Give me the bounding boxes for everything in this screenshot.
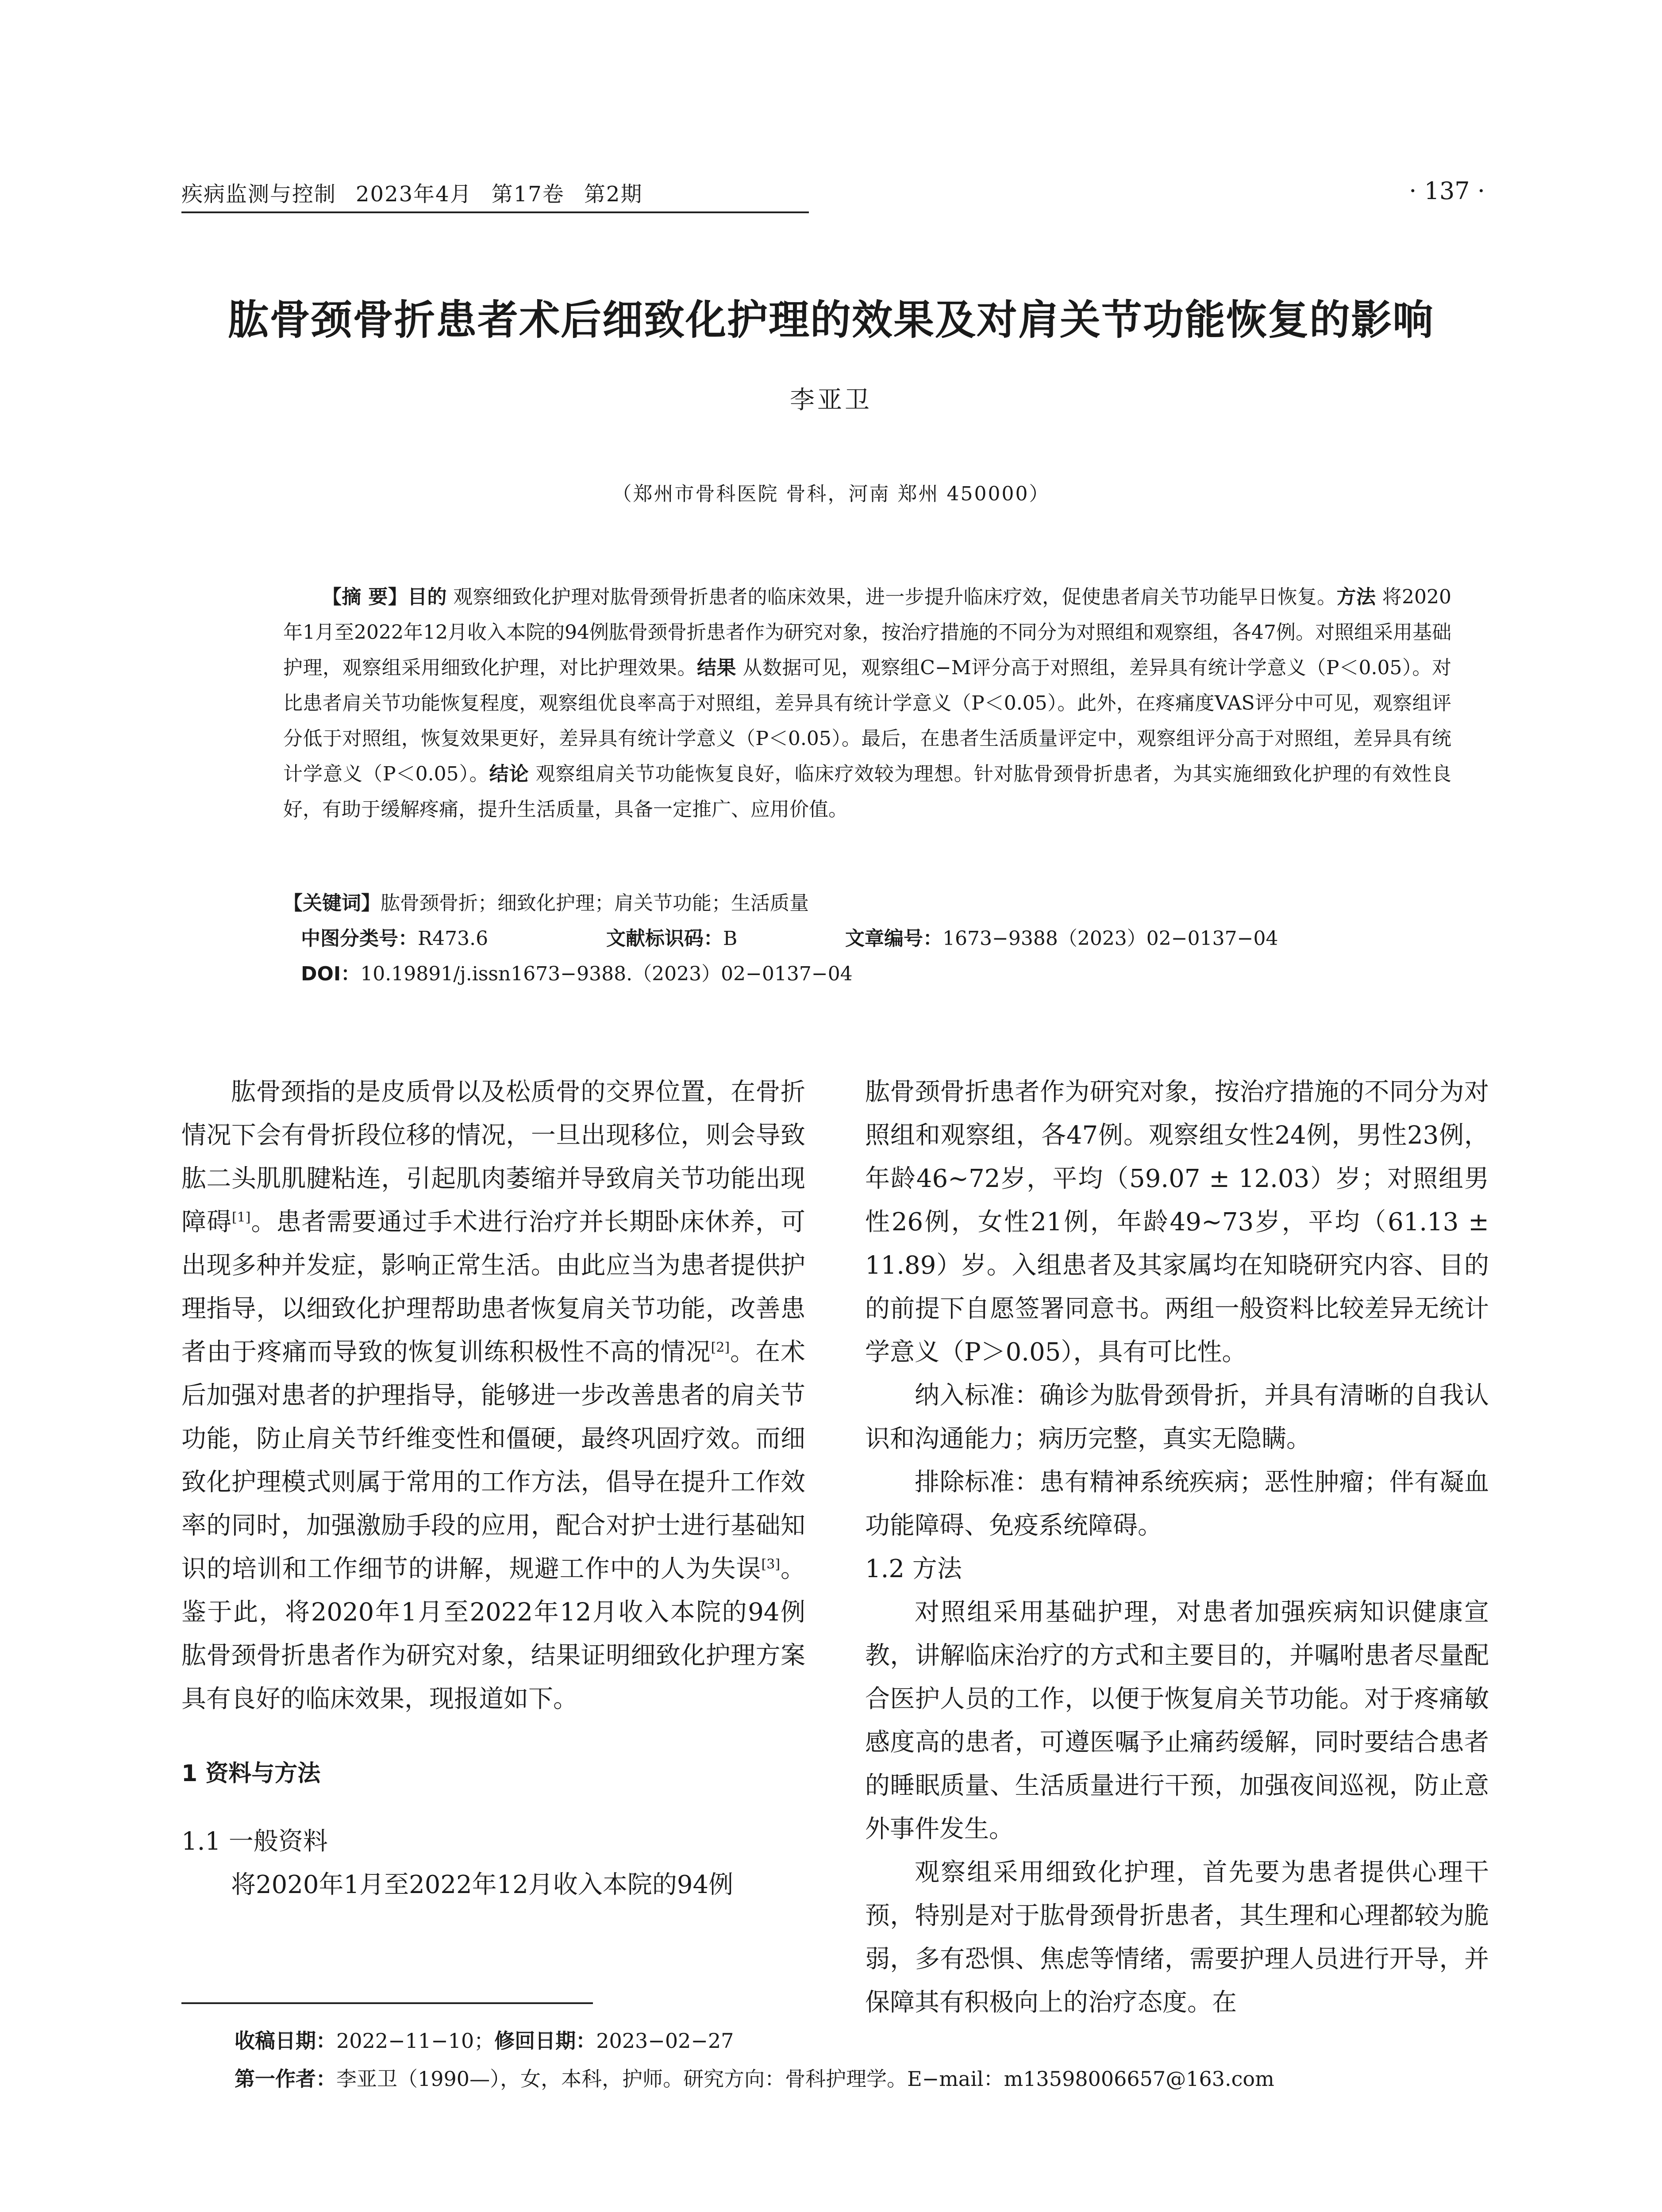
article-author: 李亚卫 <box>790 386 872 415</box>
results-text: 从数据可见，观察组C−M评分高于对照组，差异具有统计学意义（P＜0.05）。对比患者肩关节功能恢复程度，观察组优良率高于对照组，差异具有统计学意义（P＜0.05）。此外，在疼痛度VAS评分中可见，观察组评分低于对照组，恢复效果更好，差异具有统计学意义（P＜0.05）。最后，在患者生活质量评定中，观察组评分高于对照组，差异具有统计学意义（P＜0.05）。 <box>283 657 1452 785</box>
body-paragraph: 观察组采用细致化护理，首先要为患者提供心理干预，特别是对于肱骨颈骨折患者，其生理和心理都较为脆弱，多有恐惧、焦虑等情绪，需要护理人员进行开导，并保障其有积极向上的治疗态度。在 <box>865 1858 1489 2017</box>
section-heading: 1 资料与方法 <box>181 1760 321 1787</box>
header-rule <box>181 211 809 213</box>
clc-label: 中图分类号： <box>301 927 418 950</box>
body-paragraph: 纳入标准：确诊为肱骨颈骨折，并具有清晰的自我认识和沟通能力；病历完整，真实无隐瞒。 <box>865 1381 1489 1453</box>
article-no-label: 文章编号： <box>845 927 943 950</box>
footnote-rule <box>181 2002 593 2004</box>
citation-ref[interactable]: [3] <box>761 1556 781 1572</box>
conclusion-text: 观察组肩关节功能恢复良好，临床疗效较为理想。针对肱骨颈骨折患者，为其实施细致化护理的有效性良好，有助于缓解疼痛，提升生活质量，具备一定推广、应用价值。 <box>283 763 1451 821</box>
author-affiliation: （郑州市骨科医院 骨科，河南 郑州 450000） <box>612 483 1050 505</box>
doc-code-value: B <box>723 927 738 950</box>
issue: 第2期 <box>584 182 643 207</box>
objective-text: 观察细致化护理对肱骨颈骨折患者的临床效果，进一步提升临床疗效，促使患者肩关节功能早日恢复。 <box>446 586 1337 608</box>
body-paragraph: 对照组采用基础护理，对患者加强疾病知识健康宣教，讲解临床治疗的方式和主要目的，并嘱咐患者尽量配合医护人员的工作，以便于恢复肩关节功能。对于疼痛敏感度高的患者，可遵医嘱予止痛药缓解，同时要结合患者的睡眠质量、生活质量进行干预，加强夜间巡视，防止意外事件发生。 <box>865 1598 1489 1843</box>
clc-value: R473.6 <box>418 927 489 950</box>
body-paragraph: 肱骨颈骨折患者作为研究对象，按治疗措施的不同分为对照组和观察组，各47例。观察组女性24例，男性23例，年龄46~72岁，平均（59.07 ± 12.03）岁；对照组男性26例，女性21例，年龄49~73岁，平均（61.13 ± 11.89）岁。入组患者及其家属均在知晓研究内容、目的的前提下自愿签署同意书。两组一般资料比较差异无统计学意义（P＞0.05），具有可比性。 <box>865 1078 1489 1367</box>
running-head <box>181 177 662 207</box>
footnote <box>235 2022 1274 2098</box>
body-column-left <box>181 1071 805 1907</box>
citation-ref[interactable]: [2] <box>711 1340 730 1356</box>
methods-text: 将2020年1月至2022年12月收入本院的94例肱骨颈骨折患者作为研究对象，按治疗措施的不同分为对照组和观察组，各47例。对照组采用基础护理，观察组采用细致化护理，对比护理效果。 <box>283 586 1452 679</box>
issue-date: 2023年4月 <box>356 182 472 207</box>
subsection-heading: 1.2 方法 <box>865 1555 962 1583</box>
article-no-value: 1673−9388（2023）02−0137−04 <box>943 927 1278 950</box>
footnote-dates: 收稿日期：2022−11−10；修回日期：2023−02−27 <box>235 2029 734 2053</box>
journal-name: 疾病监测与控制 <box>181 182 337 207</box>
abstract-label: 【摘 要】 <box>322 586 408 608</box>
citation-ref[interactable]: [1] <box>231 1210 251 1225</box>
body-paragraph: 将2020年1月至2022年12月收入本院的94例 <box>231 1870 734 1899</box>
intro-paragraph: 肱骨颈指的是皮质骨以及松质骨的交界位置，在骨折情况下会有骨折段位移的情况，一旦出现移位，则会导致肱二头肌肌腱粘连，引起肌肉萎缩并导致肩关节功能出现障碍[1]。患者需要通过手术进行治疗并长期卧床休养，可出现多种并发症，影响正常生活。由此应当为患者提供护理指导，以细致化护理帮助患者恢复肩关节功能，改善患者由于疼痛而导致的恢复训练积极性不高的情况[2]。在术后加强对患者的护理指导，能够进一步改善患者的肩关节功能，防止肩关节纤维变性和僵硬，最终巩固疗效。而细致化护理模式则属于常用的工作方法，倡导在提升工作效率的同时，加强激励手段的应用，配合对护士进行基础知识的培训和工作细节的讲解，规避工作中的人为失误[3]。鉴于此，将2020年1月至2022年12月收入本院的94例肱骨颈骨折患者作为研究对象，结果证明细致化护理方案具有良好的临床效果，现报道如下。 <box>181 1078 806 1713</box>
results-label: 结果 <box>697 657 737 679</box>
page-number: · 137 · <box>1409 177 1485 205</box>
body-column-right <box>865 1071 1489 2024</box>
abstract-paragraph <box>283 580 1451 827</box>
subsection-heading: 1.1 一般资料 <box>181 1827 328 1856</box>
doi <box>301 958 853 986</box>
keywords-label: 【关键词】 <box>283 892 381 914</box>
doc-code-label: 文献标识码： <box>606 927 723 950</box>
keywords <box>283 887 809 915</box>
footnote-author: 第一作者：李亚卫（1990—），女，本科，护师。研究方向：骨科护理学。E−mail：m13598006657@163.com <box>235 2067 1274 2091</box>
body-paragraph: 排除标准：患有精神系统疾病；恶性肿瘤；伴有凝血功能障碍、免疫系统障碍。 <box>865 1468 1489 1540</box>
classification-row <box>301 922 1278 951</box>
abstract <box>283 580 1451 827</box>
doi-label: DOI： <box>301 963 361 985</box>
conclusion-label: 结论 <box>489 763 529 785</box>
objective-label: 目的 <box>408 586 447 608</box>
doi-link[interactable]: 10.19891/j.issn1673−9388.（2023）02−0137−04 <box>360 963 853 985</box>
methods-label: 方法 <box>1336 586 1376 608</box>
keywords-text: 肱骨颈骨折；细致化护理；肩关节功能；生活质量 <box>381 892 809 914</box>
article-title: 肱骨颈骨折患者术后细致化护理的效果及对肩关节功能恢复的影响 <box>227 296 1434 344</box>
volume: 第17卷 <box>491 182 565 207</box>
